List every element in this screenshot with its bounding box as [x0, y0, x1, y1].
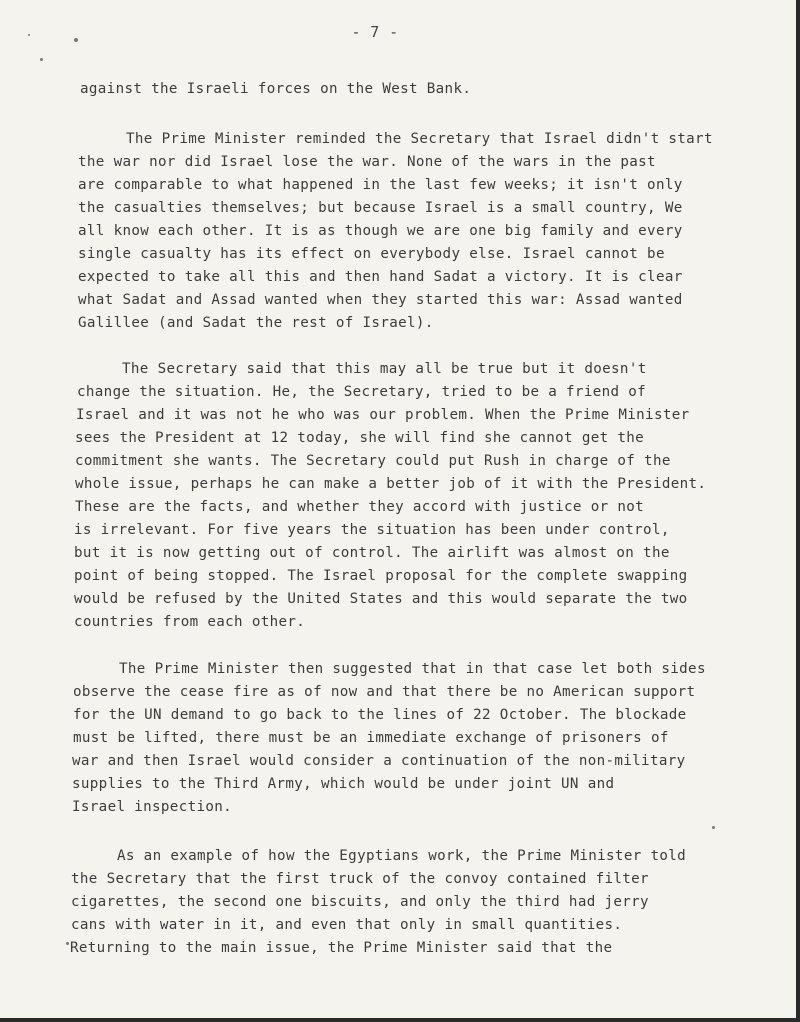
text-line: countries from each other.	[74, 614, 306, 630]
paragraph-2-start: The Secretary said that this may all be true but it doesn't	[122, 361, 647, 377]
text-line: single casualty has its effect on everybody else. Israel cannot be	[78, 246, 665, 262]
text-line: point of being stopped. The Israel proposal for the complete swapping	[74, 568, 688, 584]
ink-speck	[712, 826, 715, 829]
carryover-line: against the Israeli forces on the West Bank.	[80, 81, 472, 97]
text-line: for the UN demand to go back to the lines of 22 October. The blockade	[73, 707, 687, 723]
text-line: the Secretary that the first truck of the convoy contained filter	[71, 871, 649, 887]
text-line: cigarettes, the second one biscuits, and only the third had jerry	[71, 894, 649, 910]
text-line: the casualties themselves; but because Israel is a small country, We	[78, 200, 683, 216]
text-line: the war nor did Israel lose the war. None of the wars in the past	[78, 154, 656, 170]
paragraph-4-start: As an example of how the Egyptians work, the Prime Minister told	[117, 848, 687, 864]
text-line: cans with water in it, and even that only in small quantities.	[71, 917, 623, 933]
ink-speck	[40, 58, 43, 61]
text-line: Galillee (and Sadat the rest of Israel).	[78, 315, 434, 331]
ink-speck	[66, 942, 69, 945]
text-line: whole issue, perhaps he can make a better job of it with the President.	[75, 476, 707, 492]
text-line: supplies to the Third Army, which would be under joint UN and	[72, 776, 615, 792]
text-line: commitment she wants. The Secretary could put Rush in charge of the	[75, 453, 671, 469]
text-line: would be refused by the United States and this would separate the two	[74, 591, 688, 607]
text-line: change the situation. He, the Secretary, tried to be a friend of	[77, 384, 647, 400]
text-line: sees the President at 12 today, she will find she cannot get the	[75, 430, 645, 446]
text-line: all know each other. It is as though we are one big family and every	[78, 223, 683, 239]
paragraph-1-start: The Prime Minister reminded the Secretary that Israel didn't start	[126, 131, 713, 147]
text-line: observe the cease fire as of now and that there be no American support	[73, 684, 696, 700]
text-line: is irrelevant. For five years the situation has been under control,	[74, 522, 670, 538]
text-line: Israel inspection.	[72, 799, 233, 815]
text-line: but it is now getting out of control. The airlift was almost on the	[74, 545, 670, 561]
text-line: expected to take all this and then hand Sadat a victory. It is clear	[78, 269, 683, 285]
text-line: These are the facts, and whether they accord with justice or not	[75, 499, 645, 515]
text-line: must be lifted, there must be an immediate exchange of prisoners of	[73, 730, 669, 746]
text-line: what Sadat and Assad wanted when they started this war: Assad wanted	[78, 292, 683, 308]
paragraph-3-start: The Prime Minister then suggested that in that case let both sides	[119, 661, 706, 677]
text-line: Returning to the main issue, the Prime Minister said that the	[70, 940, 613, 956]
text-line: Israel and it was not he who was our problem. When the Prime Minister	[76, 407, 690, 423]
text-line: war and then Israel would consider a continuation of the non-military	[72, 753, 686, 769]
page-number: - 7 -	[351, 23, 399, 41]
text-line: are comparable to what happened in the last few weeks; it isn't only	[78, 177, 683, 193]
